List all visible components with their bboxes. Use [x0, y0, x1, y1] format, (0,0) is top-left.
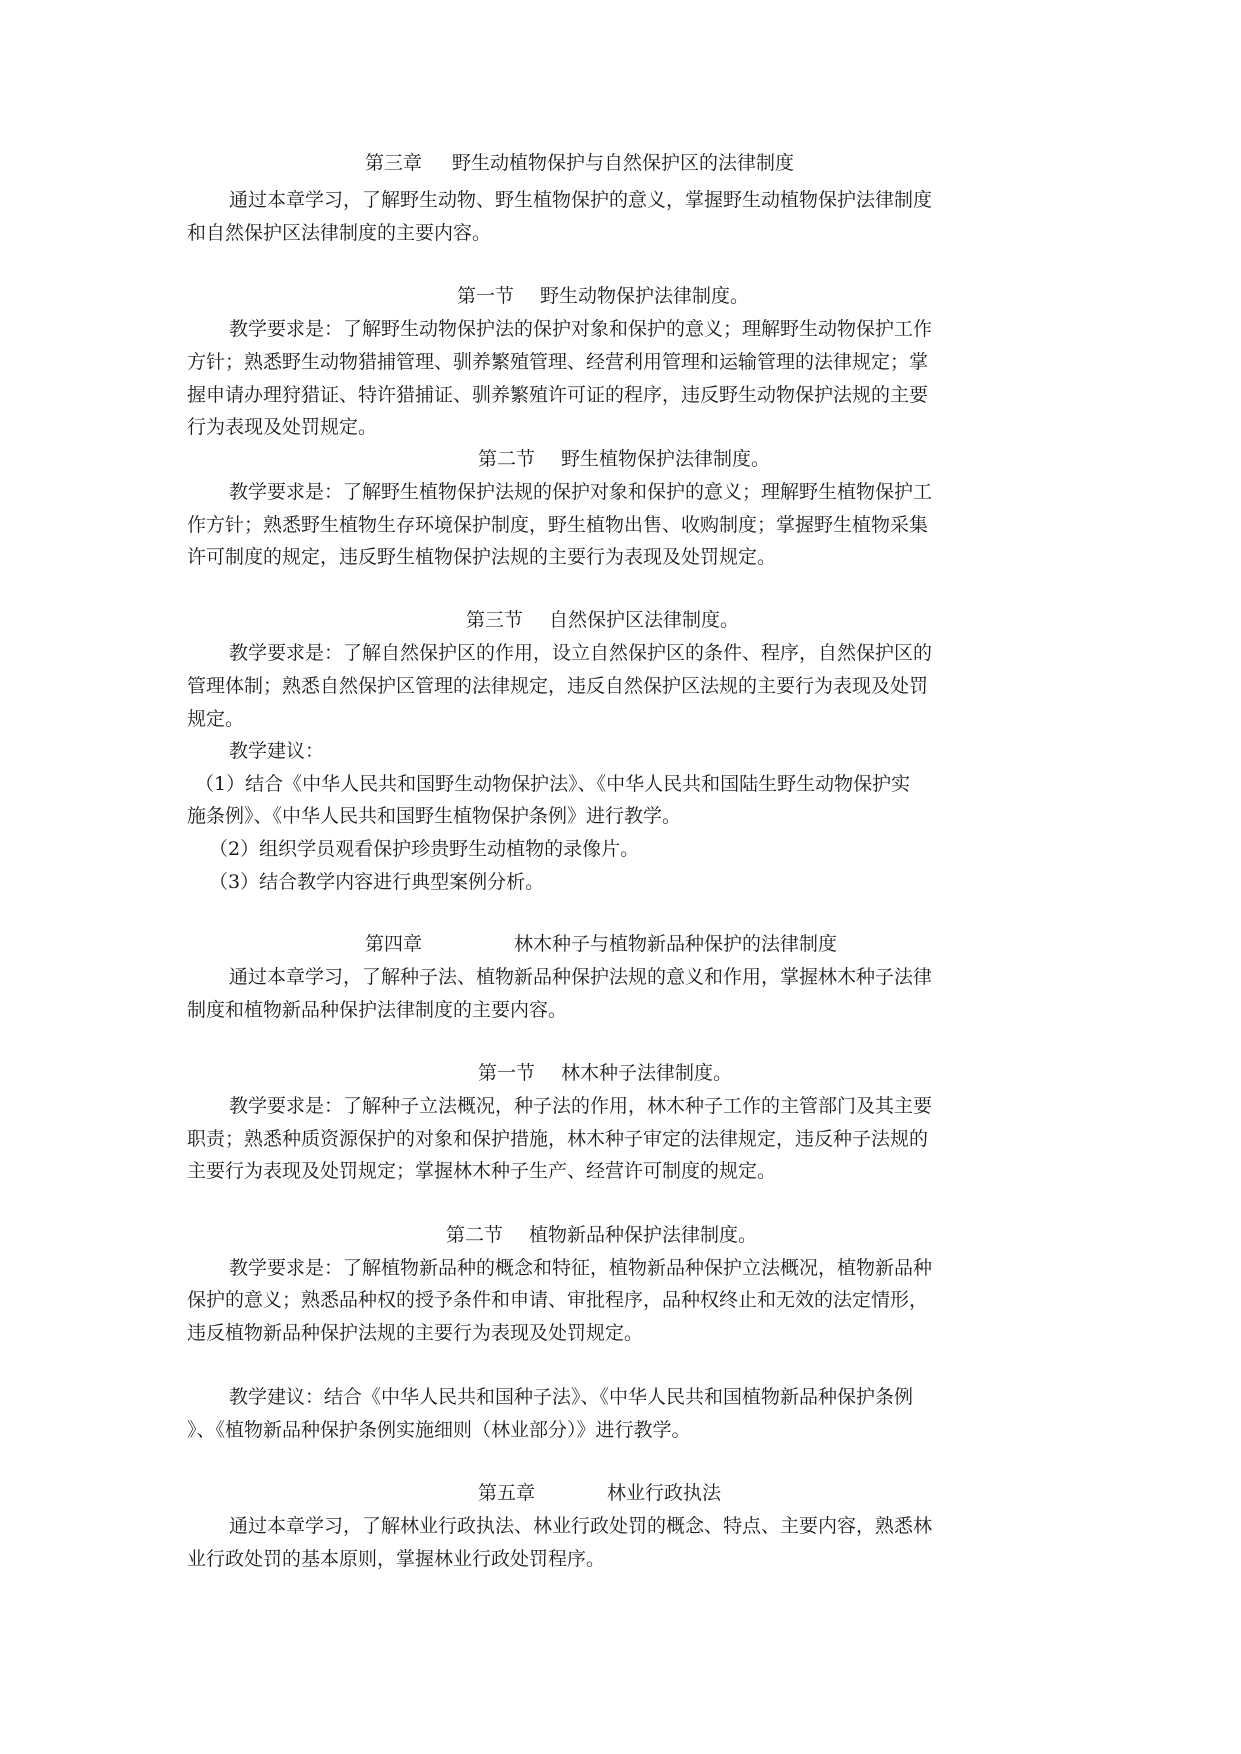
teaching-advice-line: 》、《植物新品种保护条例实施细则（林业部分）》进行教学。 — [187, 1419, 691, 1441]
chapter-5-intro-line: 通过本章学习，了解林业行政执法、林业行政处罚的概念、特点、主要内容，熟悉林 — [229, 1515, 933, 1537]
section-number: 第二节 — [446, 1224, 504, 1246]
section-number: 第一节 — [457, 285, 515, 307]
section-3-2-line: 教学要求是：了解野生植物保护法规的保护对象和保护的意义；理解野生植物保护工 — [229, 481, 933, 503]
chapter-3-intro-line: 和自然保护区法律制度的主要内容。 — [187, 222, 492, 244]
chapter-3-heading — [365, 150, 794, 176]
section-title: 野生植物保护法律制度。 — [561, 448, 771, 470]
chapter-title: 林木种子与植物新品种保护的法律制度 — [514, 933, 838, 955]
section-title: 林木种子法律制度。 — [561, 1062, 733, 1084]
section-3-2-line: 作方针；熟悉野生植物生存环境保护制度，野生植物出售、收购制度；掌握野生植物采集 — [187, 514, 929, 536]
chapter-number: 第三章 — [365, 152, 423, 174]
section-4-1-line: 主要行为表现及处罚规定；掌握林木种子生产、经营许可制度的规定。 — [187, 1160, 777, 1182]
section-4-2-line: 违反植物新品种保护法规的主要行为表现及处罚规定。 — [187, 1322, 644, 1344]
section-3-2-heading — [478, 446, 770, 472]
chapter-5-intro-line: 业行政处罚的基本原则，掌握林业行政处罚程序。 — [187, 1548, 606, 1570]
chapter-3-intro-line: 通过本章学习，了解野生动物、野生植物保护的意义，掌握野生动植物保护法律制度 — [229, 189, 933, 211]
section-4-1-line: 教学要求是：了解种子立法概况，种子法的作用，林木种子工作的主管部门及其主要 — [229, 1095, 933, 1117]
section-3-1-line: 握申请办理狩猎证、特许猎捕证、驯养繁殖许可证的程序，违反野生动物保护法规的主要 — [187, 384, 929, 406]
section-3-1-line: 方针；熟悉野生动物猎捕管理、驯养繁殖管理、经营利用管理和运输管理的法律规定；掌 — [187, 351, 929, 373]
section-title: 野生动物保护法律制度。 — [540, 285, 750, 307]
section-3-1-line: 教学要求是：了解野生动物保护法的保护对象和保护的意义；理解野生动物保护工作 — [229, 318, 933, 340]
section-title: 自然保护区法律制度。 — [549, 609, 740, 631]
section-number: 第三节 — [466, 609, 524, 631]
teaching-advice-line: 教学建议：结合《中华人民共和国种子法》、《中华人民共和国植物新品种保护条例 — [229, 1386, 914, 1408]
chapter-number: 第五章 — [478, 1482, 536, 1504]
teaching-advice-label: 教学建议： — [229, 740, 325, 762]
advice-item-line: 施条例》、《中华人民共和国野生植物保护条例》进行教学。 — [187, 805, 682, 827]
section-3-3-line: 规定。 — [187, 708, 245, 730]
chapter-4-intro-line: 制度和植物新品种保护法律制度的主要内容。 — [187, 999, 568, 1021]
chapter-4-intro-line: 通过本章学习，了解种子法、植物新品种保护法规的意义和作用，掌握林木种子法律 — [229, 966, 933, 988]
section-number: 第二节 — [478, 448, 536, 470]
advice-item-line: （2）组织学员观看保护珍贵野生动植物的录像片。 — [209, 838, 640, 860]
advice-item-line: （1）结合《中华人民共和国野生动物保护法》、《中华人民共和国陆生野生动物保护实 — [195, 773, 911, 795]
section-3-3-heading — [466, 607, 739, 633]
section-4-2-line: 保护的意义；熟悉品种权的授予条件和申请、审批程序，品种权终止和无效的法定情形， — [187, 1289, 929, 1311]
chapter-4-heading — [365, 931, 837, 957]
chapter-title: 野生动植物保护与自然保护区的法律制度 — [452, 152, 795, 174]
advice-item-line: （3）结合教学内容进行典型案例分析。 — [209, 871, 545, 893]
chapter-5-heading — [478, 1480, 721, 1506]
section-3-3-line: 管理体制；熟悉自然保护区管理的法律规定，违反自然保护区法规的主要行为表现及处罚 — [187, 675, 929, 697]
section-number: 第一节 — [478, 1062, 536, 1084]
section-title: 植物新品种保护法律制度。 — [529, 1224, 758, 1246]
chapter-title: 林业行政执法 — [607, 1482, 722, 1504]
section-4-2-line: 教学要求是：了解植物新品种的概念和特征，植物新品种保护立法概况，植物新品种 — [229, 1257, 933, 1279]
section-4-2-heading — [446, 1222, 757, 1248]
section-3-1-line: 行为表现及处罚规定。 — [187, 416, 378, 438]
section-3-2-line: 许可制度的规定，违反野生植物保护法规的主要行为表现及处罚规定。 — [187, 546, 777, 568]
section-4-1-line: 职责；熟悉种质资源保护的对象和保护措施，林木种子审定的法律规定，违反种子法规的 — [187, 1128, 929, 1150]
section-3-1-heading — [457, 283, 749, 309]
chapter-number: 第四章 — [365, 933, 423, 955]
section-4-1-heading — [478, 1060, 732, 1086]
section-3-3-line: 教学要求是：了解自然保护区的作用，设立自然保护区的条件、程序，自然保护区的 — [229, 642, 933, 664]
